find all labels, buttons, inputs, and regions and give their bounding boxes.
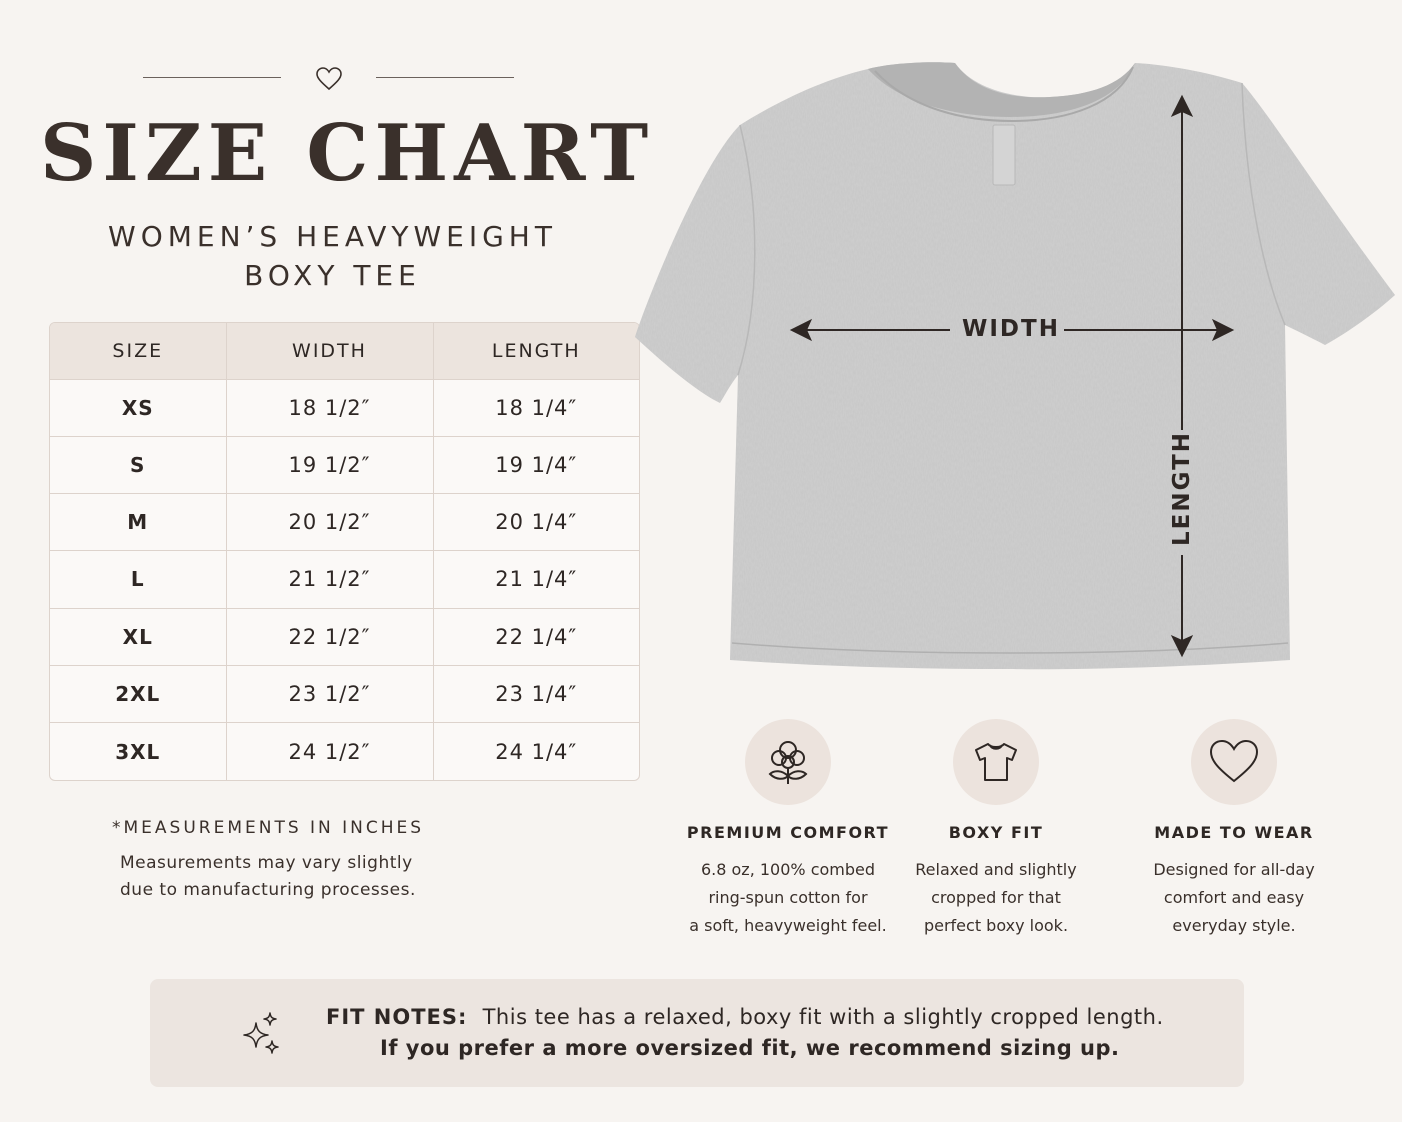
table-header-length: LENGTH [433,323,639,379]
tshirt-icon [968,734,1024,790]
size-cell: L [50,551,226,608]
measurement-note-line: Measurements may vary slightly [120,853,413,873]
fit-notes-line2: If you prefer a more oversized fit, we recommend sizing up. [380,1036,1120,1060]
header-divider-left [143,77,281,78]
feature-title: MADE TO WEAR [1154,823,1314,842]
measurement-note-title: *MEASUREMENTS IN INCHES [112,818,425,838]
feature-line: ring-spun cotton for [708,888,868,907]
feature-line: perfect boxy look. [923,916,1069,935]
sparkle-icon [242,1009,282,1059]
size-cell: XL [50,608,226,665]
feature-description [673,856,903,940]
feature-description [1119,856,1349,940]
fit-notes-text: This tee has a relaxed, boxy fit with a slightly cropped length. [482,1005,1164,1029]
length-cell: 21 1/4″ [433,551,639,608]
feature-line: Relaxed and slightly [915,860,1077,879]
table-header-row [50,323,639,379]
heart-icon [315,66,343,92]
length-cell: 23 1/4″ [433,665,639,722]
length-cell: 24 1/4″ [433,723,639,780]
fit-notes-panel [150,979,1244,1087]
size-cell: 2XL [50,665,226,722]
width-label: WIDTH [962,316,1060,342]
table-header-size: SIZE [50,323,226,379]
feature-title: PREMIUM COMFORT [686,823,890,842]
feature-description [881,856,1111,940]
width-cell: 18 1/2″ [226,379,433,436]
table-row [50,379,639,436]
table-row [50,551,639,608]
feature-premium-comfort [673,719,903,940]
size-cell: S [50,436,226,493]
size-table [49,322,640,781]
feature-line: everyday style. [1172,916,1296,935]
size-cell: XS [50,379,226,436]
feature-icon-circle [745,719,831,805]
page-subtitle-line2: BOXY TEE [244,259,421,292]
fit-notes-line1 [326,1005,1164,1029]
tshirt-neck-label [993,125,1015,185]
heart-icon [1207,737,1261,787]
width-cell: 23 1/2″ [226,665,433,722]
length-cell: 19 1/4″ [433,436,639,493]
feature-line: cropped for that [931,888,1061,907]
feature-line: comfort and easy [1163,888,1305,907]
table-row [50,436,639,493]
width-cell: 20 1/2″ [226,494,433,551]
width-cell: 24 1/2″ [226,723,433,780]
length-label: LENGTH [1169,430,1195,546]
cotton-flower-icon [760,734,816,790]
width-cell: 19 1/2″ [226,436,433,493]
feature-line: a soft, heavyweight feel. [689,916,887,935]
feature-icon-circle [1191,719,1277,805]
table-row [50,723,639,780]
feature-made-to-wear [1119,719,1349,940]
length-cell: 18 1/4″ [433,379,639,436]
header-divider-right [376,77,514,78]
length-cell: 20 1/4″ [433,494,639,551]
table-row [50,494,639,551]
feature-line: Designed for all-day [1153,860,1315,879]
measurement-note-text [120,850,416,904]
table-row [50,608,639,665]
width-cell: 21 1/2″ [226,551,433,608]
size-cell: 3XL [50,723,226,780]
feature-boxy-fit [881,719,1111,940]
page-title: SIZE CHART [40,108,655,199]
size-cell: M [50,494,226,551]
measurement-note-line: due to manufacturing processes. [120,880,416,900]
feature-line: 6.8 oz, 100% combed [700,860,876,879]
feature-icon-circle [953,719,1039,805]
table-header-width: WIDTH [226,323,433,379]
page-subtitle-line1: WOMEN’S HEAVYWEIGHT [108,220,557,253]
length-cell: 22 1/4″ [433,608,639,665]
feature-title: BOXY FIT [948,823,1044,842]
tshirt-diagram [630,55,1402,685]
width-cell: 22 1/2″ [226,608,433,665]
fit-notes-label: FIT NOTES: [326,1005,468,1029]
table-row [50,665,639,722]
